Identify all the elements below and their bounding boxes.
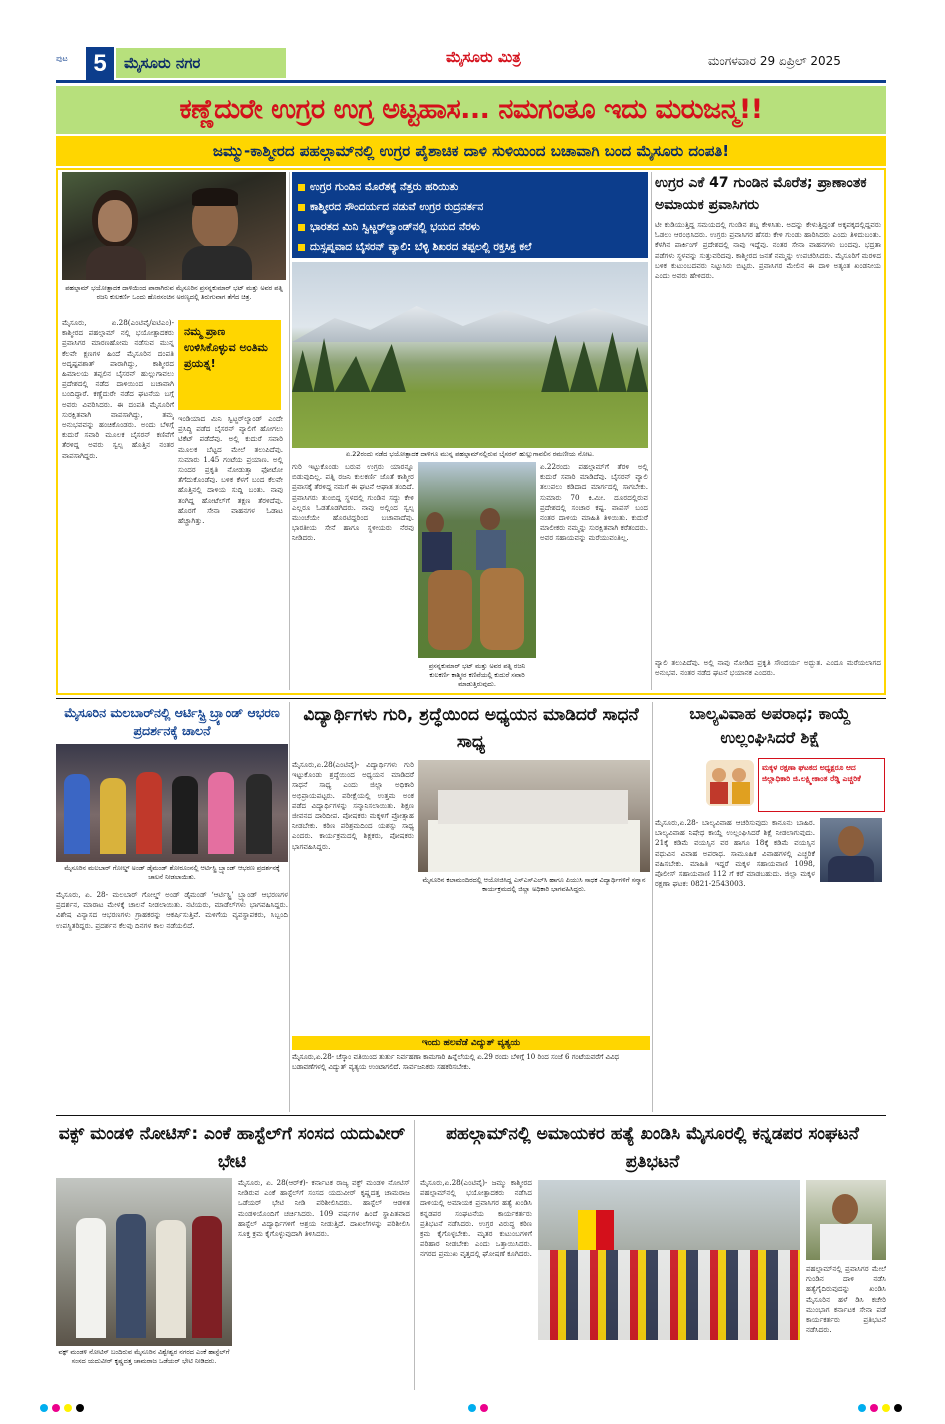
lead-column-3: ಗುರಿ ಇಟ್ಟುಕೊಂಡು ಬರುವ ಉಗ್ರರು ಯಾರನ್ನೂ ಬಿಡುವುದಿಲ್ಲ. ಪತ್ನಿ ರಜನಿ ಕುಲಕರ್ಣಿ ಜೊತೆ ಕಾಶ್ಮೀರ ಪ್ರವಾಸಕ್ಕೆ ತೆರಳಿದ್ದ ನಮಗೆ ಈ ಘಟನೆ ಆಘಾತ ತಂದಿದೆ. ಪ್ರವಾಸಿಗರು ತುಂಬಿದ್ದ ಸ್ಥಳದಲ್ಲಿ ಗುಂಡಿನ ಸದ್ದು ಕೇಳಿ ಎಲ್ಲರೂ ಓಡತೊಡಗಿದರು. ನಾವು ಅಲ್ಲಿಂದ ಸ್ವಲ್ಪ ಮುಂಚೆಯೇ ಹೊರಟಿದ್ದರಿಂದ ಬಚಾವಾದೆವು. ಭಾರತೀಯ ಸೇನೆ ಹಾಗೂ ಸ್ಥಳೀಯರು ನೆರವು ನೀಡಿದರು. [292,462,414,543]
lead-column-2: ಇಂಡಿಯಾದ ಮಿನಿ ಸ್ವಿಟ್ಜರ್‌ಲ್ಯಾಂಡ್ ಎಂದೇ ಪ್ರಸಿದ್ಧಿ ಪಡೆದ ಬೈಸರನ್ ವ್ಯಾಲಿಗೆ ಹೋಗಲು ಟಿಕೆಟ್ ಪಡೆದೆವು. ಅಲ್ಲಿ ಕುದುರೆ ಸವಾರಿ ಮೂಲಕ ಬೆಟ್ಟದ ಮೇಲೆ ತಲುಪಿದೆವು. ಸುಮಾರು 1.45 ಗಂಟೆಯ ಪ್ರಯಾಣ. ಅಲ್ಲಿ ಸುಂದರ ಪ್ರಕೃತಿ ನೋಡುತ್ತಾ ಫೋಟೋ ತೆಗೆದುಕೊಂಡೆವು. ಬಳಿಕ ಕೆಳಗೆ ಬಂದ ಕೆಲವೇ ಹೊತ್ತಿನಲ್ಲಿ ದಾಳಿಯ ಸುದ್ದಿ ಬಂತು. ನಾವು ತಂಗಿದ್ದ ಹೋಟೆಲ್‌ಗೆ ತಕ್ಷಣ ತೆರಳಿದೆವು. ಹೊರಗೆ ಸೇನಾ ವಾಹನಗಳ ಓಡಾಟ ಹೆಚ್ಚಾಗಿತ್ತು. [178,414,283,526]
highlights-box [292,172,648,258]
registration-mark [76,1404,84,1412]
meadow-photo [292,262,648,448]
couple-photo-caption: ಪಹಲ್ಗಾಮ್ ಭಯೋತ್ಪಾದಕ ದಾಳಿಯಿಂದ ಪಾರಾಗಿರುವ ಮೈಸೂರಿನ ಪ್ರಸನ್ನಕುಮಾರ್ ಭಟ್ ಮತ್ತು ಅವರ ಪತ್ನಿ ರಜನಿ ಕುಲಕರ್ಣಿ ಒಂದು ಹೊರಸಂಚಿನ ಅರಣ್ಯದಲ್ಲಿ ತಿರುಗುವಾಗ ತೆಗೆದ ಚಿತ್ರ. [65,284,283,301]
protest-text-2 [538,1344,800,1388]
registration-mark [40,1404,48,1412]
continuation-text: ವ್ಯಾಲಿ ತಲುಪಿದೆವು. ಅಲ್ಲಿ ನಾವು ನೋಡಿದ ಪ್ರಕೃತಿ ಸೌಂದರ್ಯ ಅದ್ಭುತ. ಎಂದೂ ಮರೆಯಲಾಗದ ಅನುಭವ. ನಂತರ ನಡೆದ ಘಟನೆ ಭಯಾನಕ ಎಂದರು. [655,658,881,678]
lead-column-1: ಮೈಸೂರು, ಏ.28(ಎಂಟಿವೈ/ಐಟಿಎಂ)- ಕಾಶ್ಮೀರದ ಪಹಲ್ಗಾಮ್ ನಲ್ಲಿ ಭಯೋತ್ಪಾದಕರು ಪ್ರವಾಸಿಗರ ಮಾರಣಹೋಮ ನಡೆಸುವ ಮುನ್ನ ಕೆಲವೇ ಕ್ಷಣಗಳ ಹಿಂದೆ ಮೈಸೂರಿನ ದಂಪತಿ ಅದೃಷ್ಟವಶಾತ್ ಪಾರಾಗಿದ್ದು, ಕಾಶ್ಮೀರದ ಹಿಮಾಲಯ ತಪ್ಪಲಿನ ಬೈಸರನ್ ಹುಲ್ಲುಗಾವಲು ಪ್ರದೇಶದಲ್ಲಿ ನಡೆದ ದಾಳಿಯಿಂದ ಬಚಾವಾಗಿ ಬಂದಿದ್ದಾರೆ. ಕಣ್ಣೆದುರೇ ನಡೆದ ಘಟನೆಯ ಬಗ್ಗೆ ಅವರು ವಿವರಿಸಿದರು. ಈ ದಂಪತಿ ಮೈಸೂರಿಗೆ ಸುರಕ್ಷಿತವಾಗಿ ವಾಪಸಾಗಿದ್ದು, ತಮ್ಮ ಅನುಭವವನ್ನು ಹಂಚಿಕೊಂಡರು. ಅಂದು ಬೆಳಿಗ್ಗೆ ಕುದುರೆ ಸವಾರಿ ಮೂಲಕ ಬೈಸರನ್ ಕಣಿವೆಗೆ ತೆರಳಿದ್ದ ಅವರು ಸ್ವಲ್ಪ ಹೊತ್ತಿನ ನಂತರ ವಾಪಸಾಗಿದ್ದರು. [62,318,174,460]
protest-headline: ಪಹಲ್ಗಾಮ್‌ನಲ್ಲಿ ಅಮಾಯಕರ ಹತ್ಯೆ ಖಂಡಿಸಿ ಮೈಸೂರಲ್ಲಿ ಕನ್ನಡಪರ ಸಂಘಟನೆ ಪ್ರತಿಭಟನೆ [446,1124,859,1172]
protest-photo [538,1180,800,1340]
header-rule [56,80,886,83]
issue-date: ಮಂಗಳವಾರ 29 ಏಪ್ರಿಲ್ 2025 [708,54,841,68]
section-rule [56,1115,886,1116]
column-rule [289,702,290,1112]
registration-mark [870,1404,878,1412]
page-number: 5 [86,47,114,81]
side-headline: ಉಗ್ರರ ಎಕೆ 47 ಗುಂಡಿನ ಮೊರೆತ; ಪ್ರಾಣಾಂತಕ ಅಮಾಯಕ ಪ್ರವಾಸಿಗರು [655,175,867,213]
bullet-icon [298,184,305,191]
malabar-photo [56,744,288,862]
lead-column-4: ಏ.22ರಂದು ಪಹಲ್ಗಾಮ್‌ಗೆ ತೆರಳಿ ಅಲ್ಲಿ ಕುದುರೆ ಸವಾರಿ ಮಾಡಿದೆವು. ಬೈಸರನ್ ವ್ಯಾಲಿ ತಲುಪಲು ಕಡಿದಾದ ಮಾರ್ಗದಲ್ಲಿ ಸಾಗಬೇಕು. ಸುಮಾರು 70 ಕಿ.ಮೀ. ದೂರದಲ್ಲಿರುವ ಪ್ರದೇಶದಲ್ಲಿ ಸಂಚಾರ ಕಷ್ಟ. ವಾಪಸ್ ಬಂದ ನಂತರ ದಾಳಿಯ ಮಾಹಿತಿ ತಿಳಿಯಿತು. ಕುದುರೆ ಮಾಲೀಕರು ನಮ್ಮನ್ನು ಸುರಕ್ಷಿತವಾಗಿ ಕರೆತಂದರು. ಅವರ ಸಹಾಯವನ್ನು ಮರೆಯುವಂತಿಲ್ಲ. [540,462,648,543]
side-article-text: ಟೀ ಕುಡಿಯುತ್ತಿದ್ದ ಸಮಯದಲ್ಲಿ ಗುಂಡಿನ ಶಬ್ದ ಕೇಳಿಸಿತು. ಅದನ್ನು ಕೇಳುತ್ತಿದ್ದಂತೆ ಅಕ್ಕಪಕ್ಕದಲ್ಲಿದ್ದವರು ಓಡಲು ಆರಂಭಿಸಿದರು. ಉಗ್ರರು ಪ್ರವಾಸಿಗರ ಹೆಸರು ಕೇಳಿ ಗುಂಡು ಹಾರಿಸಿದರು ಎಂದು ತಿಳಿದುಬಂತು. ಕೆಳಗಿನ ಪಾರ್ಕಿಂಗ್ ಪ್ರದೇಶದಲ್ಲಿ ನಾವು ಇದ್ದೆವು. ನಂತರ ಸೇನಾ ವಾಹನಗಳು ಬಂದವು. ಭದ್ರತಾ ಪಡೆಗಳು ಸ್ಥಳವನ್ನು ಸುತ್ತುವರಿದವು. ಕಾಶ್ಮೀರದ ಜನತೆ ನಮ್ಮನ್ನು ಉಪಚರಿಸಿದರು. ಮೈಸೂರಿಗೆ ಮರಳಿದ ಬಳಿಕ ಕುಟುಂಬದವರು ನಿಟ್ಟುಸಿರು ಬಿಟ್ಟರು. ಪ್ರವಾಸಿಗರ ಮೇಲಿನ ಈ ದಾಳಿ ಅತ್ಯಂತ ಖಂಡನೀಯ ಎಂದು ಅವರು ಹೇಳಿದರು. [655,220,881,281]
horse-ride-photo [418,462,536,658]
power-outage-bar: ಇಂದು ಹಲವೆಡೆ ವಿದ್ಯುತ್ ವ್ಯತ್ಯಯ [292,1036,650,1050]
bullet-icon [298,224,305,231]
registration-mark [468,1404,476,1412]
child-marriage-text: ಮೈಸೂರು,ಏ.28- ಬಾಲ್ಯವಿವಾಹ ಆಚರಿಸುವುದು ಕಾನೂನು ಬಾಹಿರ. ಬಾಲ್ಯವಿವಾಹ ನಿಷೇಧ ಕಾಯ್ದೆ ಉಲ್ಲಂಘಿಸಿದರೆ ಶಿಕ್ಷೆ ನೀಡಲಾಗುವುದು. 21ಕ್ಕೆ ಕಡಿಮೆ ವಯಸ್ಸಿನ ವರ ಹಾಗೂ 18ಕ್ಕೆ ಕಡಿಮೆ ವಯಸ್ಸಿನ ವಧುವಿನ ವಿವಾಹ ಅಪರಾಧ. ಸಾಮೂಹಿಕ ವಿವಾಹಗಳಲ್ಲಿ ಎಚ್ಚರಿಕೆ ವಹಿಸಬೇಕು. ಮಾಹಿತಿ ಇದ್ದರೆ ಮಕ್ಕಳ ಸಹಾಯವಾಣಿ 1098, ಪೊಲೀಸ್ ಸಹಾಯವಾಣಿ 112 ಗೆ ಕರೆ ಮಾಡಬಹುದು. ಜಿಲ್ಲಾ ಮಕ್ಕಳ ರಕ್ಷಣಾ ಘಟಕ: 0821-2543003. [655,818,815,889]
highlight-item: ಭಾರತದ ಮಿನಿ ಸ್ವಿಟ್ಜರ್‌ಲ್ಯಾಂಡ್‌ನಲ್ಲಿ ಭಯದ ನೆರಳು [298,217,642,237]
horse-ride-caption: ಪ್ರಸನ್ನಕುಮಾರ್ ಭಟ್ ಮತ್ತು ಅವರ ಪತ್ನಿ ರಜನಿ ಕುಲಕರ್ಣಿ ಕಾಶ್ಮೀರ ಕಣಿವೆಯಲ್ಲಿ ಕುದುರೆ ಸವಾರಿ ಮಾಡುತ್ತಿರುವುದು. [428,662,526,688]
section-rule [56,698,886,699]
malabar-caption: ಮೈಸೂರಿನ ಮಲಬಾರ್ ಗೋಲ್ಡ್ ಅಂಡ್ ಡೈಮಂಡ್ ಶೋರೂಂನಲ್ಲಿ ಆರ್ಟಿಸ್ಟ್ರಿ ಬ್ರ್ಯಾಂಡ್ ಆಭರಣ ಪ್ರದರ್ಶನಕ್ಕೆ ಚಾಲನೆ ನೀಡಲಾಯಿತು. [64,864,280,881]
bride-groom-illustration [706,760,754,806]
column-rule [289,172,290,690]
waqf-text: ಮೈಸೂರು, ಏ. 28(ಆರ್‌ಕೆ)- ಕರ್ನಾಟಕ ರಾಜ್ಯ ವಕ್ಫ್ ಮಂಡಳಿ ನೋಟಿಸ್ ನೀಡಿರುವ ಎಂಕೆ ಹಾಸ್ಟೆಲ್‌ಗೆ ಸಂಸದ ಯದುವೀರ್ ಕೃಷ್ಣದತ್ತ ಚಾಮರಾಜ ಒಡೆಯರ್ ಭೇಟಿ ನೀಡಿ ಪರಿಶೀಲಿಸಿದರು. ಹಾಸ್ಟೆಲ್ ಆಡಳಿತ ಮಂಡಳಿಯೊಂದಿಗೆ ಚರ್ಚಿಸಿದರು. 109 ವರ್ಷಗಳ ಹಿಂದೆ ಸ್ಥಾಪಿತವಾದ ಹಾಸ್ಟೆಲ್ ವಿದ್ಯಾರ್ಥಿಗಳಿಗೆ ಆಶ್ರಯ ನೀಡುತ್ತಿದೆ. ದಾಖಲೆಗಳನ್ನು ಪರಿಶೀಲಿಸಿ ಸೂಕ್ತ ಕ್ರಮ ಕೈಗೊಳ್ಳುವುದಾಗಿ ತಿಳಿಸಿದರು. [238,1178,410,1239]
lead-subheadline: ಜಮ್ಮು-ಕಾಶ್ಮೀರದ ಪಹಲ್ಗಾಮ್‌ನಲ್ಲಿ ಉಗ್ರರ ಪೈಶಾಚಿಕ ದಾಳಿ ಸುಳಿಯಿಂದ ಬಚಾವಾಗಿ ಬಂದ ಮೈಸೂರು ದಂಪತಿ! [56,136,886,166]
waqf-headline: ವಕ್ಫ್ ಮಂಡಳಿ ನೋಟಿಸ್: ಎಂಕೆ ಹಾಸ್ಟೆಲ್‌ಗೆ ಸಂಸದ ಯದುವೀರ್ ಭೇಟಿ [58,1124,406,1172]
bullet-icon [298,244,305,251]
bullet-icon [298,204,305,211]
registration-mark [64,1404,72,1412]
registration-mark [858,1404,866,1412]
child-marriage-headline: ಬಾಲ್ಯವಿವಾಹ ಅಪರಾಧ; ಕಾಯ್ದೆ ಉಲ್ಲಂಘಿಸಿದರೆ ಶಿಕ್ಷೆ [689,704,851,747]
column-rule [414,1120,415,1390]
protest-text: ಮೈಸೂರು,ಏ.28(ಎಂಟಿವೈ)- ಜಮ್ಮು ಕಾಶ್ಮೀರದ ಪಹಲ್ಗಾಮ್‌ನಲ್ಲಿ ಭಯೋತ್ಪಾದಕರು ನಡೆಸಿದ ದಾಳಿಯಲ್ಲಿ ಅಮಾಯಕ ಪ್ರವಾಸಿಗರ ಹತ್ಯೆ ಖಂಡಿಸಿ ಕನ್ನಡಪರ ಸಂಘಟನೆಯ ಕಾರ್ಯಕರ್ತರು ಪ್ರತಿಭಟನೆ ನಡೆಸಿದರು. ಉಗ್ರರ ವಿರುದ್ಧ ಕಠಿಣ ಕ್ರಮ ಕೈಗೊಳ್ಳಬೇಕು. ಮೃತರ ಕುಟುಂಬಗಳಿಗೆ ಪರಿಹಾರ ನೀಡಬೇಕು ಎಂದು ಒತ್ತಾಯಿಸಿದರು. ನಗರದ ಪ್ರಮುಖ ವೃತ್ತದಲ್ಲಿ ಘೋಷಣೆ ಕೂಗಿದರು. [420,1178,532,1259]
collector-photo [820,818,882,882]
couple-photo [62,172,286,280]
students-text-2 [418,910,650,1030]
column-rule [651,172,652,690]
highlight-item: ಕಾಶ್ಮೀರದ ಸೌಂದರ್ಯದ ನಡುವೆ ಉಗ್ರರ ರುದ್ರನರ್ತನ [298,197,642,217]
column-rule [652,702,653,1112]
registration-mark [480,1404,488,1412]
pull-quote: ನಮ್ಮ ಪ್ರಾಣ ಉಳಿಸಿಕೊಳ್ಳುವ ಅಂತಿಮ ಪ್ರಯತ್ನ! [178,320,281,410]
masthead-logo: ಮೈಸೂರು ಮಿತ್ರ [446,48,521,66]
waqf-photo [56,1178,232,1346]
highlight-item: ದುಸ್ಸಪ್ನವಾದ ಬೈಸರನ್ ವ್ಯಾಲಿ: ಬೆಳ್ಳಿ ಶಿಖರದ ತಪ್ಪಲಲ್ಲಿ ರಕ್ತಸಿಕ್ತ ಕಲೆ [298,237,642,257]
highlight-item: ಉಗ್ರರ ಗುಂಡಿನ ಮೊರೆತಕ್ಕೆ ನೆತ್ತರು ಹರಿಯಿತು [298,177,642,197]
child-marriage-box: ಮಕ್ಕಳ ರಕ್ಷಣಾ ಘಟಕದ ಅಧ್ಯಕ್ಷರೂ ಆದ ಜಿಲ್ಲಾಧಿಕಾರಿ ಜಿ.ಲಕ್ಷ್ಮೀಕಾಂತ ರೆಡ್ಡಿ ಎಚ್ಚರಿಕೆ [758,758,885,812]
lead-headline: ಕಣ್ಣೆದುರೇ ಉಗ್ರರ ಉಗ್ರ ಅಟ್ಟಹಾಸ... ನಮಗಂತೂ ಇದು ಮರುಜನ್ಮ!! [56,86,886,134]
students-headline: ವಿದ್ಯಾರ್ಥಿಗಳು ಗುರಿ, ಶ್ರದ್ಧೆಯಿಂದ ಅಧ್ಯಯನ ಮಾಡಿದರೆ ಸಾಧನೆ ಸಾಧ್ಯ [303,705,639,752]
students-caption: ಮೈಸೂರಿನ ಕಲಾಮಂದಿರದಲ್ಲಿ ಆಯೋಜಿಸಿದ್ದ ಎಸ್ಎಸ್ಎಲ್‌ಸಿ ಹಾಗೂ ಪಿಯುಸಿ ಸಾಧಕ ವಿದ್ಯಾರ್ಥಿಗಳಿಗೆ ಸನ್ಮಾನ ಕಾರ್ಯಕ್ರಮದಲ್ಲಿ ಜಿಲ್ಲಾ ಅಧಿಕಾರಿ ಭಾಗವಹಿಸಿದ್ದರು. [422,876,646,893]
registration-mark [52,1404,60,1412]
protest-side-photo [806,1180,886,1260]
students-photo [418,760,650,872]
malabar-text: ಮೈಸೂರು, ಏ. 28- ಮಲಬಾರ್ ಗೋಲ್ಡ್ ಅಂಡ್ ಡೈಮಂಡ್ ‘ಆರ್ಟಿಸ್ಟ್ರಿ’ ಬ್ರ್ಯಾಂಡ್ ಆಭರಣಗಳ ಪ್ರದರ್ಶನ, ಮಾರಾಟ ಮೇಳಕ್ಕೆ ಚಾಲನೆ ನೀಡಲಾಯಿತು. ನಟಿಯರು, ಮಾಡೆಲ್‌ಗಳು ಭಾಗವಹಿಸಿದ್ದರು. ವಿಶೇಷ ವಿನ್ಯಾಸದ ಆಭರಣಗಳು ಗ್ರಾಹಕರನ್ನು ಆಕರ್ಷಿಸುತ್ತಿವೆ. ಮಳಿಗೆಯ ವ್ಯವಸ್ಥಾಪಕರು, ಸಿಬ್ಬಂದಿ ಉಪಸ್ಥಿತರಿದ್ದರು. ಪ್ರದರ್ಶನ ಕೆಲವು ದಿನಗಳ ಕಾಲ ನಡೆಯಲಿದೆ. [56,890,288,930]
malabar-headline: ಮೈಸೂರಿನ ಮಲಬಾರ್‌ನಲ್ಲಿ ಆರ್ಟಿಸ್ಟ್ರಿ ಬ್ರ್ಯಾಂಡ್ ಆಭರಣ ಪ್ರದರ್ಶನಕ್ಕೆ ಚಾಲನೆ [64,705,280,738]
meadow-photo-caption: ಏ.22ರಂದು ನಡೆದ ಭಯೋತ್ಪಾದಕ ದಾಳಿಗೂ ಮುನ್ನ ಪಹಲ್ಗಾಮ್‌ನಲ್ಲಿರುವ ಬೈಸರನ್ ಹುಲ್ಲುಗಾವಲಿನ ರಮಣೀಯ ನೋಟ. [345,450,595,458]
registration-mark [882,1404,890,1412]
waqf-caption: ವಕ್ಫ್ ಮಂಡಳಿ ನೋಟಿಸ್ ಬಂದಿರುವ ಮೈಸೂರಿನ ವಿಶ್ವೇಶ್ವರ ನಗರದ ಎಂಕೆ ಹಾಸ್ಟೆಲ್‌ಗೆ ಸಂಸದ ಯದುವೀರ್ ಕೃಷ್ಣದತ್ತ ಚಾಮರಾಜ ಒಡೆಯರ್ ಭೇಟಿ ನೀಡಿದರು. [58,1348,230,1365]
protest-side-caption: ಪಹಲ್ಗಾಮ್‌ನಲ್ಲಿ ಪ್ರವಾಸಿಗರ ಮೇಲೆ ಗುಂಡಿನ ದಾಳಿ ನಡೆಸಿ ಹತ್ಯೆಗೈದಿರುವುದನ್ನು ಖಂಡಿಸಿ ಮೈಸೂರಿನ ಹಳೆ ಡಿಸಿ ಕಚೇರಿ ಮುಂಭಾಗ ಕರ್ನಾಟಕ ಸೇನಾ ಪಡೆ ಕಾರ್ಯಕರ್ತರು ಪ್ರತಿಭಟನೆ ನಡೆಸಿದರು. [806,1264,886,1335]
students-text: ಮೈಸೂರು,ಏ.28(ಎಂಟಿವೈ)- ವಿದ್ಯಾರ್ಥಿಗಳು ಗುರಿ ಇಟ್ಟುಕೊಂಡು ಶ್ರದ್ಧೆಯಿಂದ ಅಧ್ಯಯನ ಮಾಡಿದರೆ ಸಾಧನೆ ಸಾಧ್ಯ ಎಂದು ಜಿಲ್ಲಾ ಅಧಿಕಾರಿ ಅಭಿಪ್ರಾಯಪಟ್ಟರು. ಪರೀಕ್ಷೆಯಲ್ಲಿ ಉತ್ತಮ ಅಂಕ ಪಡೆದ ವಿದ್ಯಾರ್ಥಿಗಳನ್ನು ಸನ್ಮಾನಿಸಲಾಯಿತು. ಶಿಕ್ಷಣ ಜೀವನದ ದಾರಿದೀಪ. ಪೋಷಕರು ಮಕ್ಕಳಿಗೆ ಪ್ರೋತ್ಸಾಹ ನೀಡಬೇಕು. ಕಠಿಣ ಪರಿಶ್ರಮದಿಂದ ಯಶಸ್ಸು ಸಾಧ್ಯ ಎಂದರು. ಕಾರ್ಯಕ್ರಮದಲ್ಲಿ ಶಿಕ್ಷಕರು, ಪೋಷಕರು ಭಾಗವಹಿಸಿದ್ದರು. [292,760,414,851]
power-outage-text: ಮೈಸೂರು,ಏ.28- ಚೆಸ್ಕಾಂ ವತಿಯಿಂದ ತುರ್ತು ನಿರ್ವಹಣಾ ಕಾಮಗಾರಿ ಹಿನ್ನೆಲೆಯಲ್ಲಿ ಏ.29 ರಂದು ಬೆಳಿಗ್ಗೆ 10 ರಿಂದ ಸಂಜೆ 6 ಗಂಟೆಯವರೆಗೆ ವಿವಿಧ ಬಡಾವಣೆಗಳಲ್ಲಿ ವಿದ್ಯುತ್ ವ್ಯತ್ಯಯ ಉಂಟಾಗಲಿದೆ. ಸಾರ್ವಜನಿಕರು ಸಹಕರಿಸಬೇಕು. [292,1053,620,1071]
registration-mark [894,1404,902,1412]
page-label: ಪುಟ [56,54,68,63]
section-name: ಮೈಸೂರು ನಗರ [116,48,286,78]
